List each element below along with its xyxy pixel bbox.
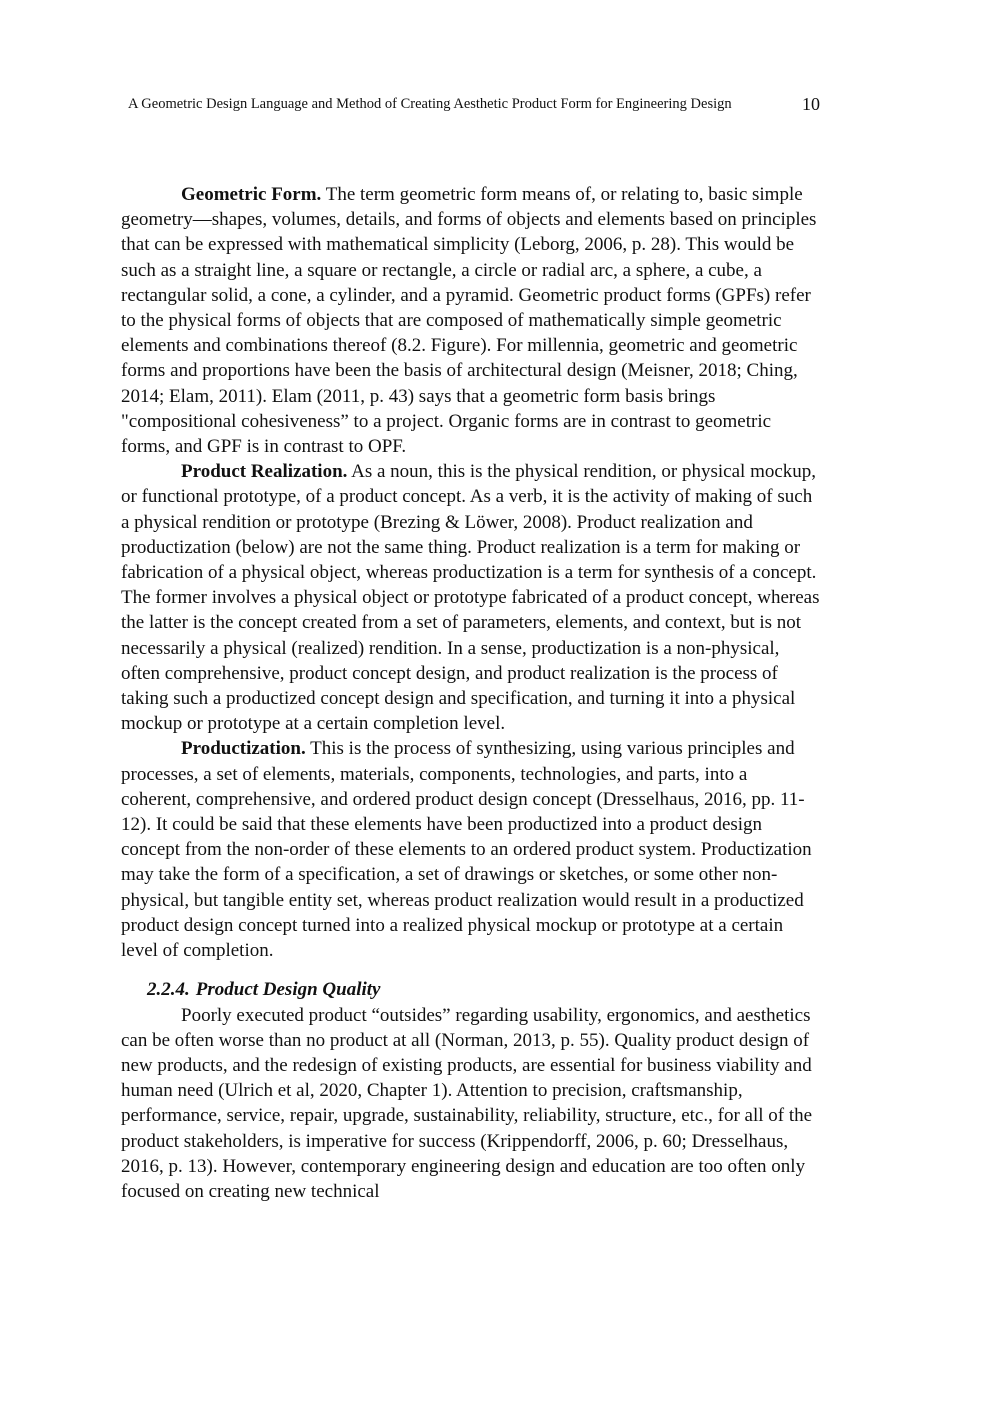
page-number: 10 [802, 94, 820, 114]
term-geometric-form: Geometric Form. [181, 184, 322, 205]
subsection-number: 2.2.4. [147, 979, 190, 1001]
subsection-title: Product Design Quality [195, 979, 381, 1001]
paragraph-product-design-quality: Poorly executed product “outsides” regarding usability, ergonomics, and aesthetics can be often worse than no product at all (Norman, 2013, p. 55). Quality product design of new products, and the redesign of existing products, are essential for business viability and human need (Ulrich et al, 2020, Chapter 1). Attention to precision, craftsmanship, performance, service, repair, upgrade, sustainability, reliability, structure, etc., for all of the product stakeholders, is imperative for success (Krippendorff, 2006, p. 60; Dresselhaus, 2016, p. 13). However, contemporary engineering design and education are too often only focused on creating new technical [121, 1004, 813, 1202]
paragraph-text: This is the process of synthesizing, using various principles and processes, a set of elements, materials, components, technologies, and parts, into a coherent, comprehensive, and ordered product design concept (Dresselhaus, 2016, pp. 11-12). It could be said that these elements have been productized into a product design concept from the non-order of these elements to an ordered product system. Productization may take the form of a specification, a set of drawings or sketches, or some other non-physical, but tangible entity set, whereas product realization would result in a productized product design concept turned into a realized physical mockup or prototype at a certain level of completion. [121, 738, 812, 962]
running-header [128, 96, 820, 118]
paragraph-productization [121, 736, 821, 963]
paragraph-text: The term geometric form means of, or relating to, basic simple geometry—shapes, volumes, details, and forms of objects and elements based on principles that can be expressed with mathematical simplicity (Leborg, 2006, p. 28). This would be such as a straight line, a square or rectangle, a circle or radial arc, a sphere, a cube, a rectangular solid, a cone, a cylinder, and a pyramid. Geometric product forms (GPFs) refer to the physical forms of objects that are composed of mathematically simple geometric elements and combinations thereof (8.2. Figure). For millennia, geometric and geometric forms and proportions have been the basis of architectural design (Meisner, 2018; Ching, 2014; Elam, 2011). Elam (2011, p. 43) says that a geometric form basis brings "compositional cohesiveness” to a project. Organic forms are in contrast to geometric forms, and GPF is in contrast to OPF. [121, 184, 817, 458]
paragraph-text: As a noun, this is the physical rendition, or physical mockup, or functional prototype, of a product concept. As a verb, it is the activity of making of such a physical rendition or prototype (Brezing & Löwer, 2008). Product realization and productization (below) are not the same thing. Product realization is a term for making or fabrication of a physical object, whereas productization is a term for synthesis of a concept. The former involves a physical object or prototype fabricated of a product concept, whereas the latter is the concept created from a set of parameters, elements, and context, but is not necessarily a physical (realized) rendition. In a sense, productization is a non-physical, often comprehensive, product concept design, and product realization is the process of taking such a productized concept design and specification, and turning it into a physical mockup or prototype at a certain completion level. [121, 461, 820, 735]
paragraph-geometric-form [121, 182, 821, 459]
body-text [121, 182, 821, 1204]
term-productization: Productization. [181, 738, 306, 760]
paragraph-product-realization [121, 459, 821, 736]
running-title: A Geometric Design Language and Method of Creating Aesthetic Product Form for Engineering Design [128, 96, 732, 112]
subsection-heading [121, 977, 821, 1002]
term-product-realization: Product Realization. [181, 461, 348, 483]
